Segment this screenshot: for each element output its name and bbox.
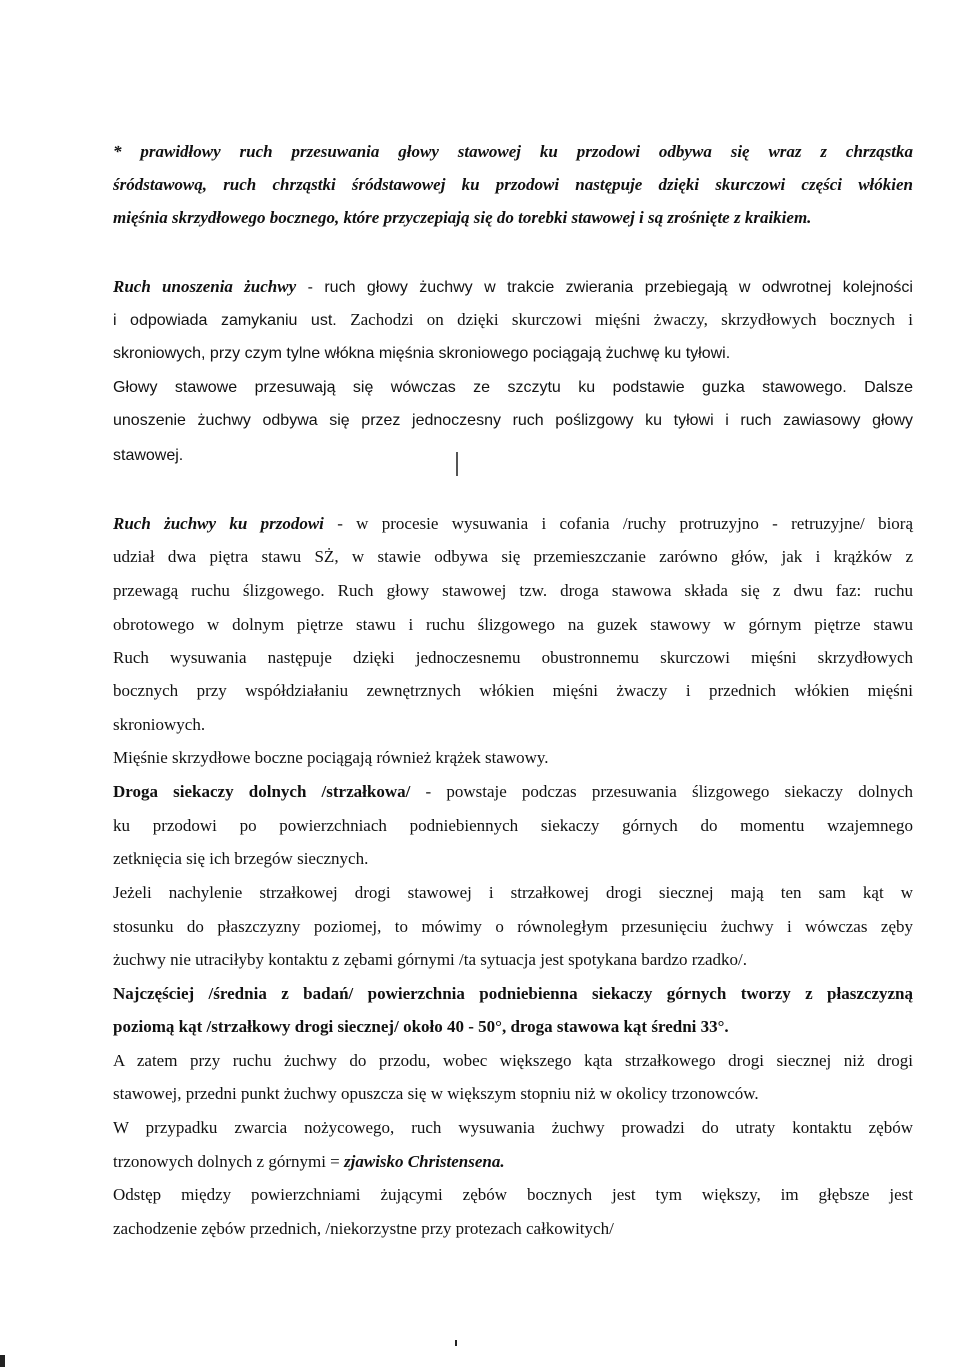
incisal-line-2: ku przodowi po powierzchniach podniebiennych siekaczy górnych do momentu wzajemnego [113, 816, 913, 835]
incisal-bold-line-1: Najczęściej /średnia z badań/ powierzchnia podniebienna siekaczy górnych tworzy z płaszczyzną [113, 984, 913, 1003]
incisal-line-8: stawowej, przedni punkt żuchwy opuszcza się w większym stopniu niż w okolicy trzonowców. [113, 1084, 759, 1103]
forward-line-2: udział dwa piętra stawu SŻ, w stawie odbywa się przemieszczanie zarówno głów, jak i krążków z [113, 547, 913, 566]
incisal-line-11: Odstęp między powierzchniami żującymi zębów bocznych jest tym większy, im głębsze jest [113, 1185, 913, 1204]
cartilage-line-1: * prawidłowy ruch przesuwania głowy stawowej ku przodowi odbywa się wraz z chrząstka [113, 142, 913, 161]
incisal-line-4: Jeżeli nachylenie strzałkowej drogi stawowej i strzałkowej drogi siecznej mają ten sam kąt w [113, 883, 913, 902]
scan-speck [456, 452, 458, 476]
incisal-line-10-a: trzonowych dolnych z górnymi = [113, 1152, 345, 1171]
incisal-line-3: zetknięcia się ich brzegów siecznych. [113, 849, 369, 868]
scan-speck [455, 1340, 457, 1346]
incisal-term: Droga siekaczy dolnych /strzałkowa/ [113, 782, 411, 801]
lift-line-4: Głowy stawowe przesuwają się wówczas ze szczytu ku podstawie guzka stawowego. Dalsze [113, 379, 913, 396]
lift-line-6: stawowej. [113, 447, 184, 464]
forward-line-4: obrotowego w dolnym piętrze stawu i ruchu ślizgowego na guzek stawowy w górnym piętrze stawu [113, 615, 913, 634]
forward-line-6: bocznych przy współdziałaniu zewnętrznych włókien mięśni żwaczy i przednich włókien mięśni [113, 681, 913, 700]
forward-line-7: skroniowych. [113, 715, 206, 734]
incisal-line-12: zachodzenie zębów przednich, /niekorzystne przy protezach całkowitych/ [113, 1219, 614, 1238]
forward-line-1 [113, 513, 913, 535]
incisal-line-5: stosunku do płaszczyzny poziomej, to mówimy o równoległym przesunięciu żuchwy i wówczas zęby [113, 917, 913, 936]
lift-line-5: unoszenie żuchwy odbywa się przez jednoczesny ruch poślizgowy ku tyłowi i ruch zawiasowy głowy [113, 412, 913, 429]
incisal-line-9: W przypadku zwarcia nożycowego, ruch wysuwania żuchwy prowadzi do utraty kontaktu zębów [113, 1118, 913, 1137]
lift-line-2-a: i odpowiada zamykaniu ust. [113, 312, 351, 329]
incisal-line-10 [113, 1151, 913, 1173]
forward-line-8: Mięśnie skrzydłowe boczne pociągają również krążek stawowy. [113, 748, 549, 767]
cartilage-line-3: mięśnia skrzydłowego bocznego, które przyczepiają się do torebki stawowej i są zrośnięte z kraikiem. [113, 208, 812, 227]
incisal-line-1 [113, 781, 913, 803]
forward-line-1-text: - w procesie wysuwania i cofania /ruchy protruzyjno - retruzyjne/ biorą [323, 514, 913, 533]
forward-line-3: przewagą ruchu ślizgowego. Ruch głowy stawowej tzw. droga stawowa składa się z dwu faz: ruchu [113, 581, 913, 600]
lift-line-3: skroniowych, przy czym tylne włókna mięśnia skroniowego pociągają żuchwę ku tyłowi. [113, 345, 731, 362]
incisal-line-6: żuchwy nie utraciłyby kontaktu z zębami górnymi /ta sytuacja jest spotykana bardzo rzadko/. [113, 950, 747, 969]
lift-line-1-text: - ruch głowy żuchwy w trakcie zwierania przebiegają w odwrotnej kolejności [296, 279, 913, 296]
incisal-line-1-text: - powstaje podczas przesuwania ślizgowego siekaczy dolnych [410, 782, 913, 801]
forward-line-5: Ruch wysuwania następuje dzięki jednoczesnemu obustronnemu skurczowi mięśni skrzydłowych [113, 648, 913, 667]
lift-line-1 [113, 276, 913, 299]
christensen-term: zjawisko Christensena. [344, 1152, 505, 1171]
incisal-bold-line-2: poziomą kąt /strzałkowy drogi siecznej/ około 40 - 50°, droga stawowa kąt średni 33°. [113, 1017, 729, 1036]
cartilage-line-2: śródstawową, ruch chrząstki śródstawowej ku przodowi następuje dzięki skurczowi części włókien [113, 175, 913, 194]
incisal-line-7: A zatem przy ruchu żuchwy do przodu, wobec większego kąta strzałkowego drogi siecznej niż drogi [113, 1051, 913, 1070]
forward-term: Ruch żuchwy ku przodowi [113, 514, 324, 533]
lift-line-2-b: Zachodzi on dzięki skurczowi mięśni żwaczy, skrzydłowych bocznych i [350, 310, 914, 329]
lift-line-2 [113, 309, 913, 332]
scan-speck [0, 1355, 5, 1367]
lift-term: Ruch unoszenia żuchwy [113, 277, 297, 296]
